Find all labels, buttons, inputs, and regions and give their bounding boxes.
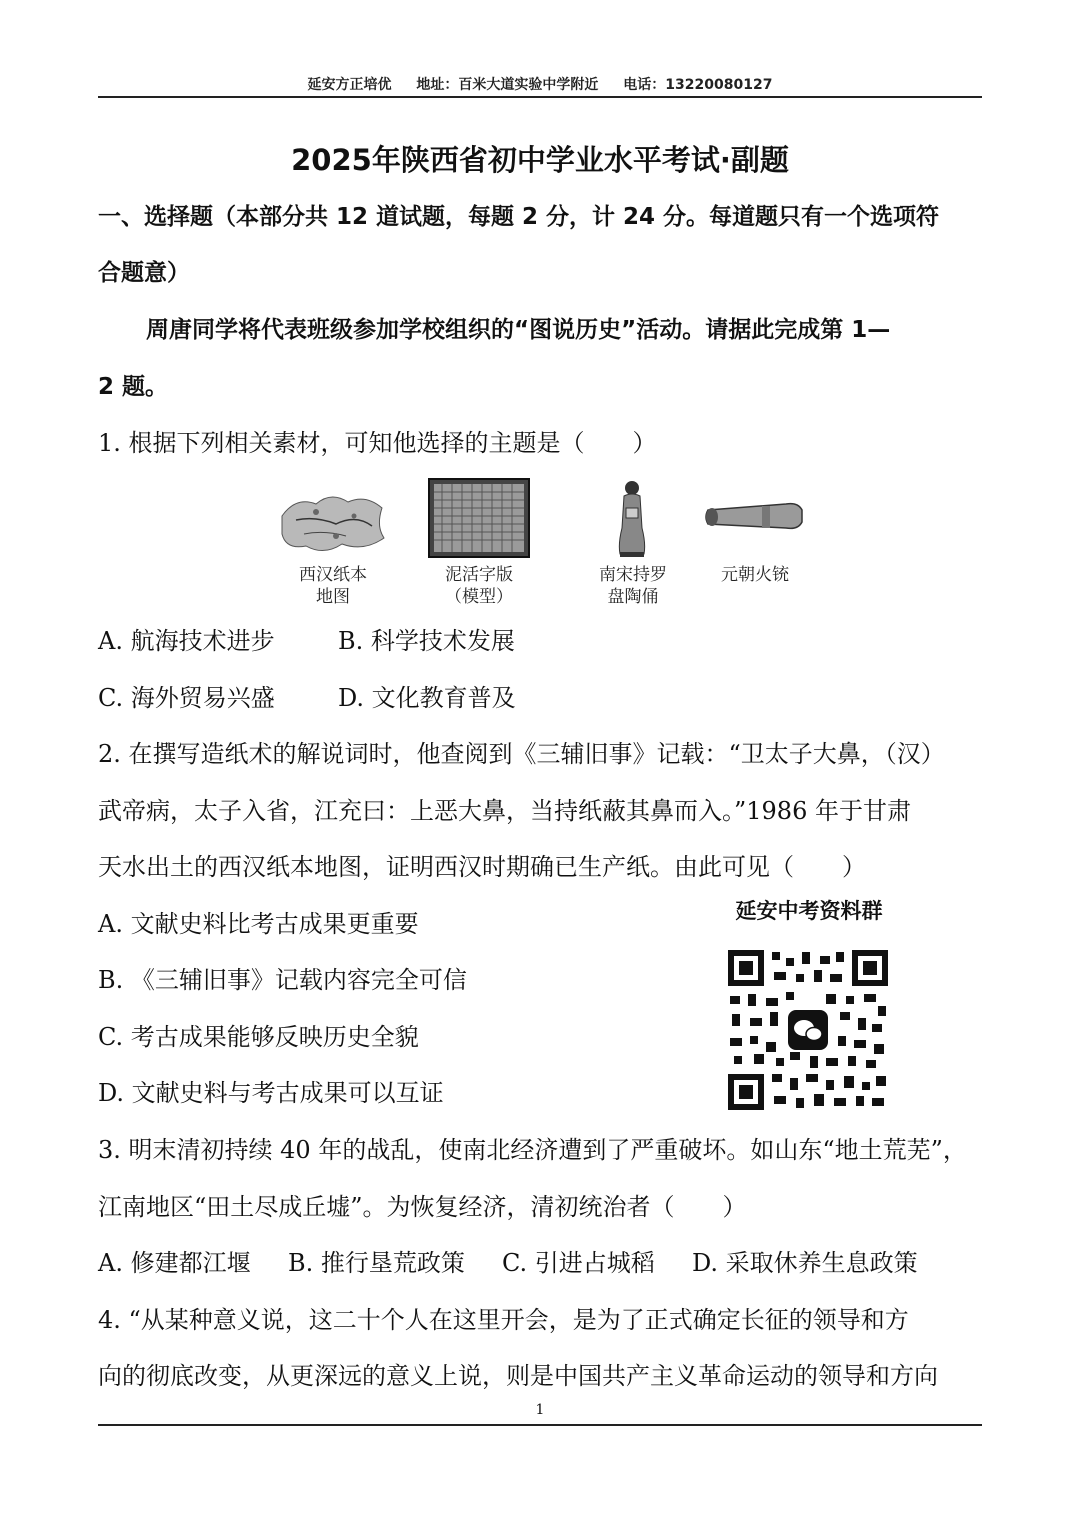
q4-line2: 向的彻底改变，从更深远的意义上说，则是中国共产主义革命运动的领导和方向: [98, 1362, 938, 1390]
header-phone: 电话：13220080127: [623, 77, 773, 93]
compass-figurine-icon: [612, 478, 652, 558]
intro-line1: 周唐同学将代表班级参加学校组织的“图说历史”活动。请据此完成第 1—: [146, 317, 891, 343]
page-number: 1: [535, 1402, 545, 1418]
caption-paper-map-line2: 地图: [316, 587, 350, 607]
caption-paper-map: [278, 564, 388, 608]
caption-fire-lance: [700, 564, 810, 586]
footer-rule: [98, 1424, 982, 1426]
clay-type-plate-icon: [428, 478, 530, 558]
caption-paper-map-line1: 西汉纸本: [299, 565, 367, 585]
q1-options-row2: [98, 683, 982, 713]
header-rule: [98, 96, 982, 98]
q2-option-b[interactable]: B. 《三辅旧事》记载内容完全可信: [98, 966, 467, 994]
intro-line2: 2 题。: [98, 374, 169, 400]
q4-line1: 4. “从某种意义说，这二十个人在这里开会，是为了正式确定长征的领导和方: [98, 1306, 909, 1334]
q2-line1: 2. 在撰写造纸术的解说词时，他查阅到《三辅旧事》记载：“卫太子大鼻，（汉）: [98, 740, 945, 768]
q1-option-b[interactable]: B. 科学技术发展: [338, 627, 515, 655]
q1-stem: 1. 根据下列相关素材，可知他选择的主题是（ ）: [98, 429, 657, 457]
caption-clay-type-line2: （模型）: [445, 587, 513, 607]
section-heading-line1: 一、选择题（本部分共 12 道试题，每题 2 分，计 24 分。每道题只有一个选项符: [98, 204, 940, 230]
caption-clay-type: [424, 564, 534, 608]
exam-title: 2025年陕西省初中学业水平考试·副题: [291, 143, 789, 177]
q2-line2: 武帝病，太子入省，江充曰：上恶大鼻，当持纸蔽其鼻而入。”1986 年于甘肃: [98, 797, 911, 825]
qr-code-icon[interactable]: [726, 948, 890, 1112]
q2-option-c[interactable]: C. 考古成果能够反映历史全貌: [98, 1023, 419, 1051]
q1-option-a[interactable]: A. 航海技术进步: [98, 627, 275, 655]
page-header: [98, 74, 982, 94]
q3-line1: 3. 明末清初持续 40 年的战乱，使南北经济遭到了严重破坏。如山东“地土荒芜”，: [98, 1136, 967, 1164]
qr-title: 延安中考资料群: [735, 898, 883, 923]
q2-option-d[interactable]: D. 文献史料与考古成果可以互证: [98, 1079, 444, 1107]
section-heading-line2: 合题意）: [98, 260, 190, 286]
caption-figurine-line2: 盘陶俑: [607, 587, 659, 607]
q2-option-a[interactable]: A. 文献史料比考古成果更重要: [98, 910, 419, 938]
q3-options: [98, 1248, 982, 1278]
caption-figurine-line1: 南宋持罗: [599, 565, 667, 585]
q3-option-d[interactable]: D. 采取休养生息政策: [692, 1249, 918, 1277]
caption-fire-lance-line1: 元朝火铳: [721, 565, 789, 585]
caption-clay-type-line1: 泥活字版: [445, 565, 513, 585]
q1-option-c[interactable]: C. 海外贸易兴盛: [98, 684, 275, 712]
q3-line2: 江南地区“田土尽成丘墟”。为恢复经济，清初统治者（ ）: [98, 1193, 747, 1221]
q1-option-d[interactable]: D. 文化教育普及: [338, 684, 516, 712]
q1-options-row1: [98, 626, 982, 656]
q3-option-a[interactable]: A. 修建都江堰: [98, 1249, 251, 1277]
paper-map-icon: [276, 486, 388, 558]
fire-lance-icon: [702, 496, 806, 538]
header-name: 延安方正培优: [307, 77, 392, 93]
q3-option-c[interactable]: C. 引进占城稻: [502, 1249, 655, 1277]
header-address: 地址：百米大道实验中学附近: [416, 77, 599, 93]
caption-figurine: [578, 564, 688, 608]
q3-option-b[interactable]: B. 推行垦荒政策: [288, 1249, 465, 1277]
q2-line3: 天水出土的西汉纸本地图，证明西汉时期确已生产纸。由此可见（ ）: [98, 853, 866, 881]
